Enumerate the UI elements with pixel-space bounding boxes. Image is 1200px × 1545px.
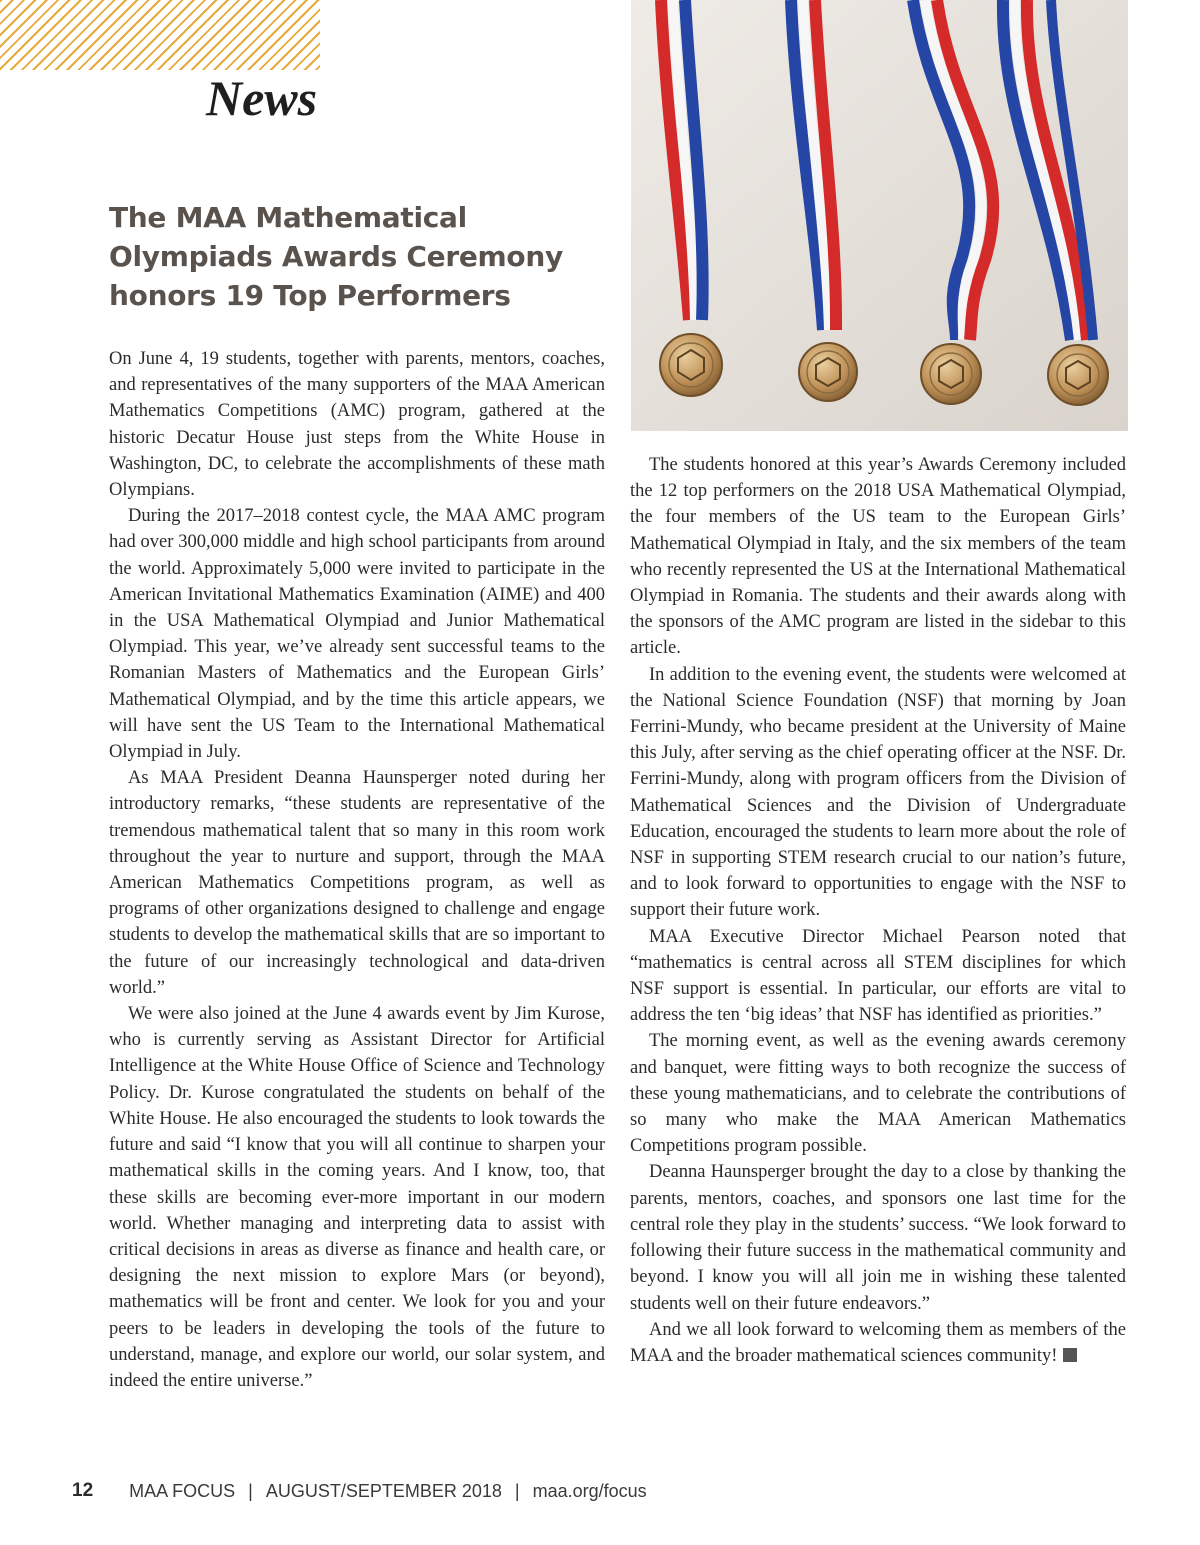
paragraph: On June 4, 19 students, together with parents, mentors, coaches, and representatives of the many supporters of the MAA American Mathematics Competitions (AMC) program, gathered at the historic Decatur House just steps from the White House in Washington, DC, to celebrate the accomplishments of these math Olympians.: [109, 349, 605, 501]
final-paragraph: [630, 1317, 1126, 1369]
paragraph: The morning event, as well as the evening awards ceremony and banquet, were fitting ways to both recognize the success of these young mathematicians, and to celebrate the contributions of so many who make the MAA American Mathematics Competitions program possible.: [630, 1031, 1126, 1157]
publication-name: MAA FOCUS: [129, 1480, 236, 1501]
paragraph: Deanna Haunsperger brought the day to a close by thanking the parents, mentors, coaches, and sponsors one last time for the central role they play in the students’ success. “We look forward to following their future success in the mathematical community and beyond. I know you will all join me in wishing these talented students well on their future endeavors.”: [630, 1162, 1126, 1314]
end-of-article-square-icon: [1063, 1348, 1077, 1362]
medal-2: [799, 343, 857, 401]
medal-1: [660, 334, 722, 396]
paragraph: During the 2017–2018 contest cycle, the MAA AMC program had over 300,000 middle and high school participants from around the world. Approximately 5,000 were invited to participate in the American Invitational Mathematics Examination (AIME) and 400 in the USA Mathematical Olympiad and Junior Mathematical Olympiad. This year, we’ve already sent successful teams to the Romanian Masters of Mathematics and the European Girls’ Mathematical Olympiad, and by the time this article appears, we will have sent the US Team to the International Mathematical Olympiad in July.: [109, 506, 605, 763]
footer-separator: |: [248, 1480, 253, 1501]
medals-photo: [631, 0, 1128, 431]
page-number: 12: [72, 1480, 94, 1501]
paragraph: In addition to the evening event, the students were welcomed at the National Science Foundation (NSF) that morning by Joan Ferrini-Mundy, who became president at the University of Maine this July, after serving as the chief operating officer at the NSF. Dr. Ferrini-Mundy, along with program officers from the Division of Mathematical Sciences and the Division of Undergraduate Education, encouraged the students to learn more about the role of NSF in supporting STEM research crucial to our nation’s future, and to look forward to opportunities to engage with the NSF to support their future work.: [630, 664, 1126, 921]
medal-4: [1048, 345, 1108, 405]
footer-url: maa.org/focus: [532, 1480, 647, 1501]
page-footer: [72, 1476, 647, 1506]
paragraph: MAA Executive Director Michael Pearson noted that “mathematics is central across all STEM disciplines for which NSF support is essential. In particular, our efforts are vital to address the ten ‘big ideas’ that NSF has identified as priorities.”: [630, 926, 1126, 1026]
section-title: News: [206, 70, 318, 126]
footer-separator: |: [514, 1480, 520, 1501]
medal-3: [921, 344, 981, 404]
paragraph: The students honored at this year’s Awards Ceremony included the 12 top performers on the 2018 USA Mathematical Olympiad, the four members of the US team to the European Girls’ Mathematical Olympiad in Italy, and the six members of the team who recently represented the US at the International Mathematical Olympiad in Romania. The students and their awards along with the sponsors of the AMC program are listed in the sidebar to this article.: [630, 455, 1126, 659]
issue-date: AUGUST/SEPTEMBER 2018: [265, 1480, 502, 1501]
left-column: [109, 346, 605, 1394]
decorative-stripes: [0, 0, 320, 70]
article-headline: The MAA Mathematical Olympiads Awards Ceremony honors 19 Top Performers: [109, 201, 563, 312]
paragraph: As MAA President Deanna Haunsperger noted during her introductory remarks, “these students are representative of the tremendous mathematical talent that so many in this room work throughout the year to nurture and support, through the MAA American Mathematics Competitions program, as well as programs of other organizations designed to challenge and engage students to develop the mathematical skills that are so important to the future of our increasingly technological and data-driven world.”: [109, 768, 605, 998]
right-column: [630, 452, 1126, 1369]
final-paragraph-text: And we all look forward to welcoming them as members of the MAA and the broader mathematical sciences community!: [630, 1319, 1126, 1366]
paragraph: We were also joined at the June 4 awards event by Jim Kurose, who is currently serving as Assistant Director for Artificial Intelligence at the White House Office of Science and Technology Policy. Dr. Kurose congratulated the students on behalf of the White House. He also encouraged the students to look towards the future and said “I know that you will all continue to sharpen your mathematical skills in the coming years. And I know, too, that these skills are becoming ever-more important in our modern world. Whether managing and interpreting data to assist with critical decisions in areas as diverse as finance and health care, or designing the next mission to explore Mars (or beyond), mathematics will be front and center. We look for you and your peers to be leaders in developing the tools of the future to understand, manage, and explore our world, our solar system, and indeed the entire universe.”: [109, 1004, 605, 1391]
